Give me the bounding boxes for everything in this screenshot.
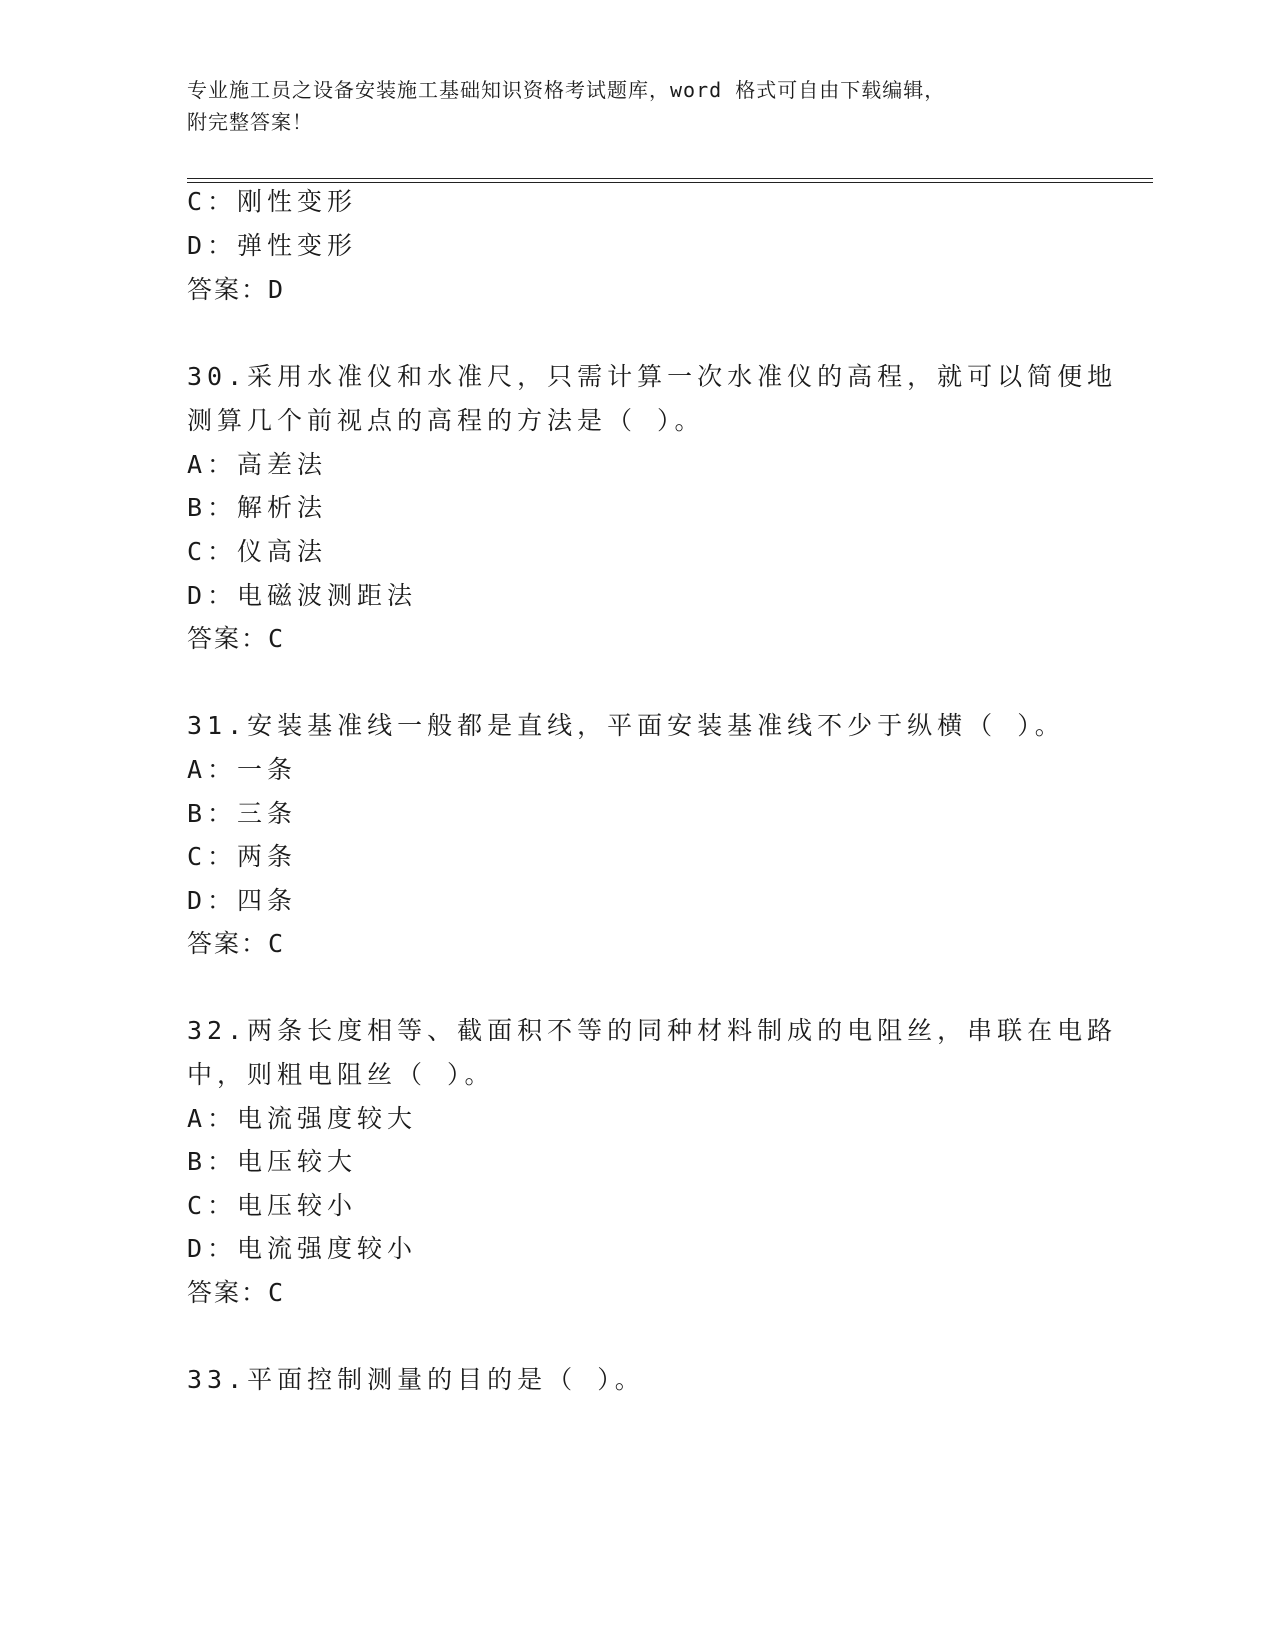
q31-option-d: D：四条 — [187, 886, 298, 915]
q30-stem-line-1: 30.采用水准仪和水准尺，只需计算一次水准仪的高程，就可以简便地 — [187, 362, 1118, 391]
q33-stem-line-1: 33.平面控制测量的目的是（ ）。 — [187, 1365, 645, 1394]
q32-answer: 答案：C — [187, 1278, 286, 1307]
q32-stem-line-1: 32.两条长度相等、截面积不等的同种材料制成的电阻丝，串联在电路 — [187, 1016, 1118, 1045]
q30-option-a: A：高差法 — [187, 450, 328, 479]
prev-option-d: D：弹性变形 — [187, 231, 358, 260]
header-line-1: 专业施工员之设备安装施工基础知识资格考试题库，word 格式可自由下载编辑， — [187, 78, 946, 102]
q32-option-a: A：电流强度较大 — [187, 1104, 418, 1133]
q31-stem-line-1: 31.安装基准线一般都是直线，平面安装基准线不少于纵横（ ）。 — [187, 711, 1065, 740]
q31-option-a: A：一条 — [187, 755, 298, 784]
q30-option-c: C：仪高法 — [187, 537, 328, 566]
q31-answer: 答案：C — [187, 929, 286, 958]
q32-stem-line-2: 中，则粗电阻丝（ ）。 — [187, 1060, 495, 1089]
q30-stem-line-2: 测算几个前视点的高程的方法是（ ）。 — [187, 406, 705, 435]
q30-option-b: B：解析法 — [187, 493, 328, 522]
q31-option-b: B：三条 — [187, 799, 298, 828]
q32-option-b: B：电压较大 — [187, 1147, 358, 1176]
prev-option-c: C：刚性变形 — [187, 187, 358, 216]
q32-option-d: D：电流强度较小 — [187, 1234, 418, 1263]
q31-option-c: C：两条 — [187, 842, 298, 871]
prev-answer: 答案：D — [187, 275, 286, 304]
q30-option-d: D：电磁波测距法 — [187, 581, 418, 610]
header-line-2: 附完整答案！ — [187, 110, 313, 134]
page-header — [187, 74, 1087, 138]
q32-option-c: C：电压较小 — [187, 1191, 358, 1220]
q30-answer: 答案：C — [187, 624, 286, 653]
header-double-rule — [187, 178, 1153, 183]
